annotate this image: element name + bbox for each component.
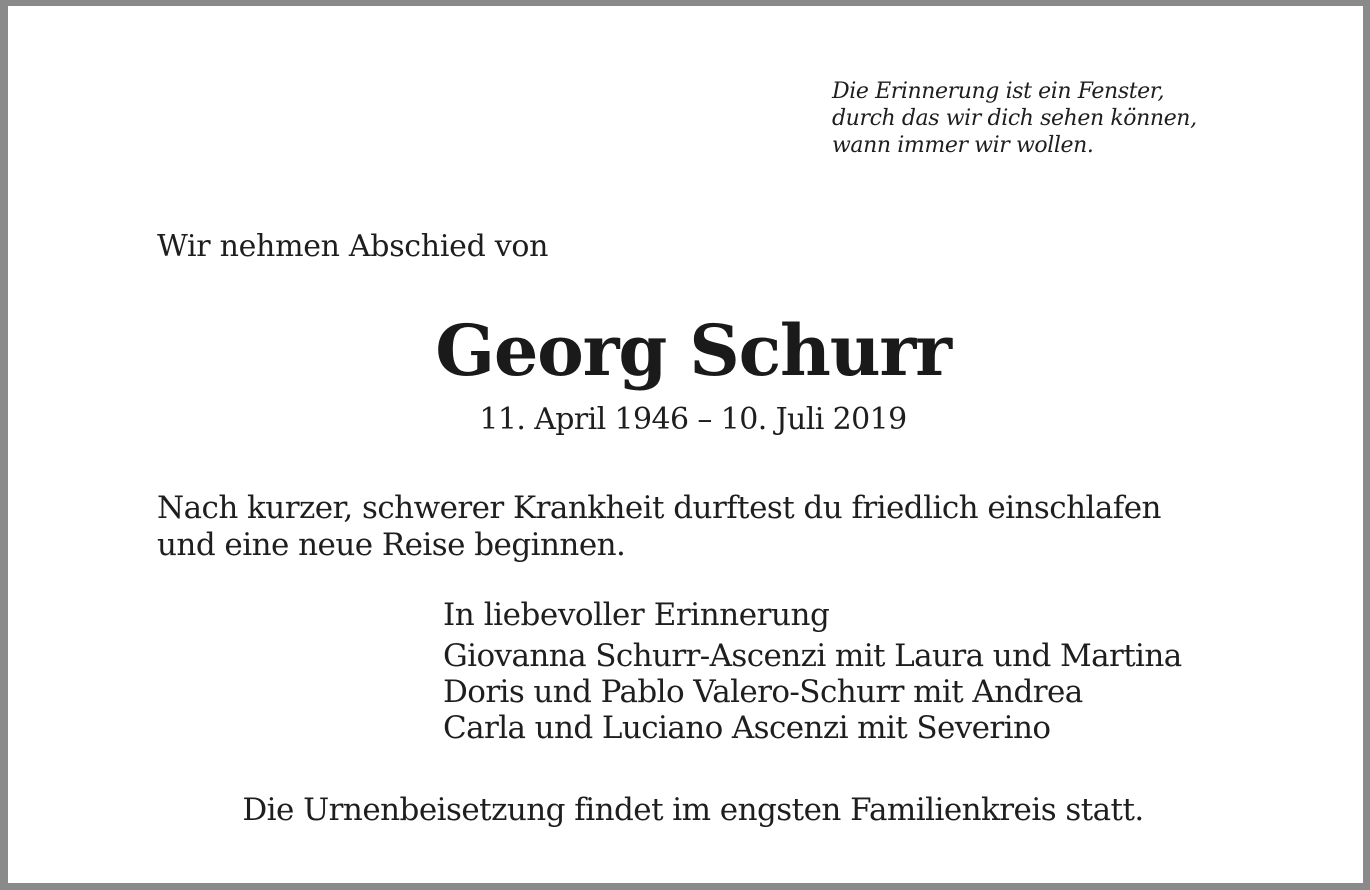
memory-heading: In liebevoller Erinnerung [443,597,830,633]
quote-line: durch das wir dich sehen können, [832,106,1197,131]
memorial-quote [832,78,1197,159]
burial-note: Die Urnenbeisetzung findet im engsten Familienkreis statt. [242,792,1144,828]
life-dates: 11. April 1946 – 10. Juli 2019 [479,402,907,437]
mourner-entry: Doris und Pablo Valero-Schurr mit Andrea [443,674,1083,710]
message-line: und eine neue Reise beginnen. [157,527,626,563]
farewell-intro: Wir nehmen Abschied von [157,229,549,264]
mourner-entry: Carla und Luciano Ascenzi mit Severino [443,710,1051,746]
mourner-entry: Giovanna Schurr-Ascenzi mit Laura und Martina [443,638,1182,674]
farewell-message [157,490,1161,564]
deceased-name: Georg Schurr [435,309,951,392]
mourners-list [443,638,1182,746]
message-line: Nach kurzer, schwerer Krankheit durftest du friedlich einschlafen [157,490,1161,526]
quote-line: wann immer wir wollen. [832,133,1094,158]
quote-line: Die Erinnerung ist ein Fenster, [832,79,1165,104]
